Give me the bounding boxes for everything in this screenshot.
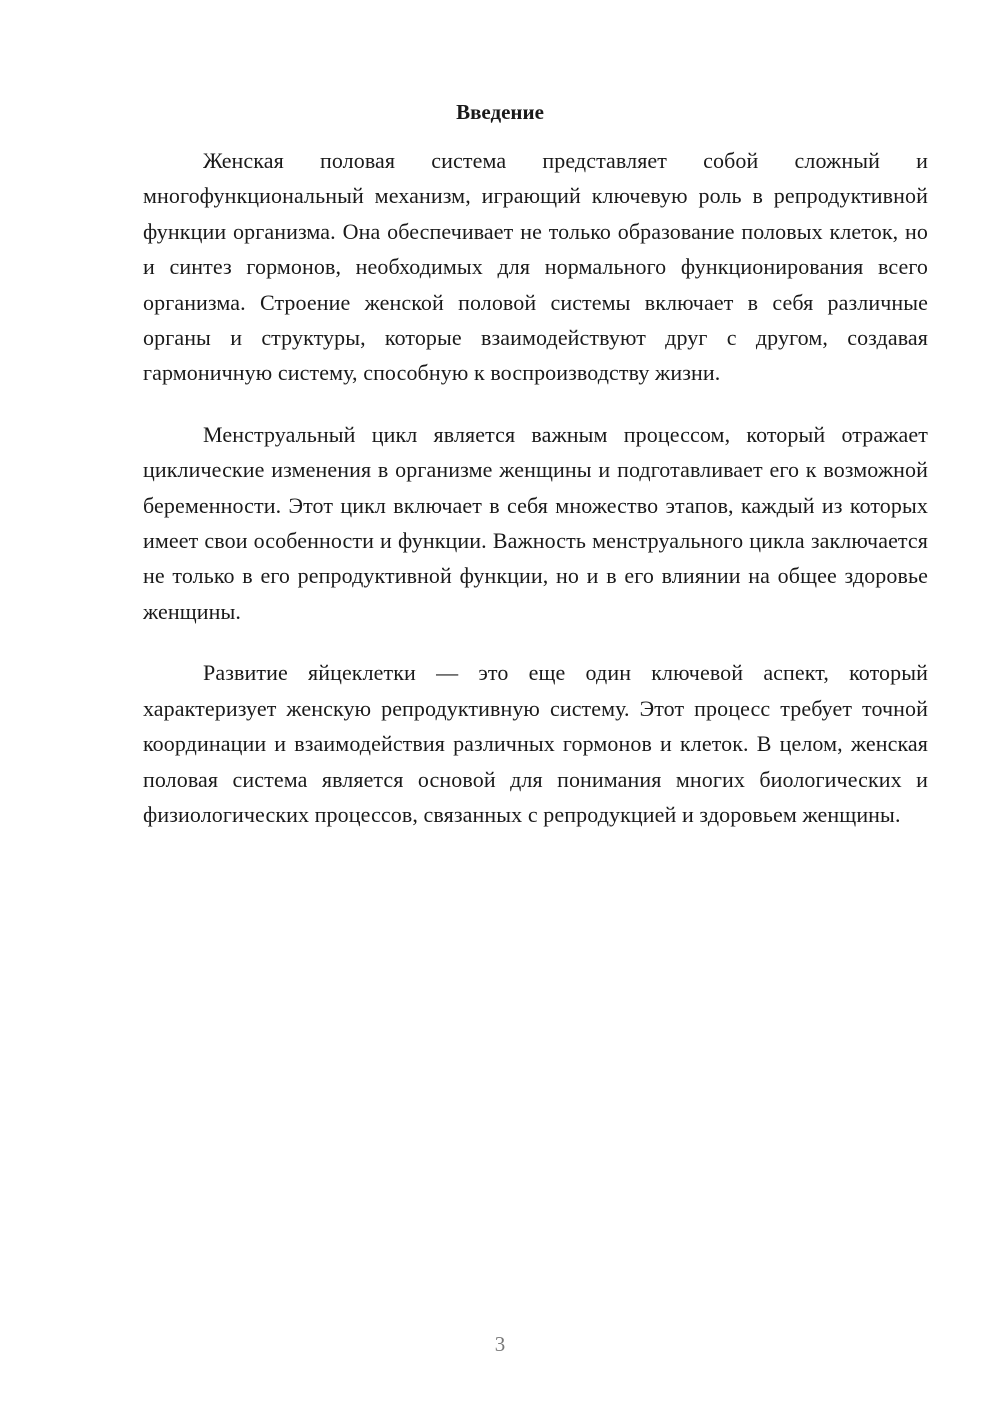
page-number: 3 xyxy=(494,1332,506,1356)
section-heading: Введение xyxy=(456,100,544,124)
document-body xyxy=(143,143,928,858)
paragraph-3: Развитие яйцеклетки — это еще один ключевой аспект, который характеризует женскую репродуктивную систему. Этот процесс требует точной координации и взаимодействия различных гормонов и клеток. В целом, женская половая система является основой для понимания многих биологических и физиологических процессов, связанных с репродукцией и здоровьем женщины. xyxy=(143,660,928,827)
paragraph-1: Женская половая система представляет собой сложный и многофункциональный механизм, играющий ключевую роль в репродуктивной функции организма. Она обеспечивает не только образование половых клеток, но и синтез гормонов, необходимых для нормального функционирования всего организма. Строение женской половой системы включает в себя различные органы и структуры, которые взаимодействуют друг с другом, создавая гармоничную систему, способную к воспроизводству жизни. xyxy=(143,148,928,386)
paragraph-2: Менструальный цикл является важным процессом, который отражает циклические изменения в организме женщины и подготавливает его к возможной беременности. Этот цикл включает в себя множество этапов, каждый из которых имеет свои особенности и функции. Важность менструального цикла заключается не только в его репродуктивной функции, но и в его влиянии на общее здоровье женщины. xyxy=(143,421,928,624)
